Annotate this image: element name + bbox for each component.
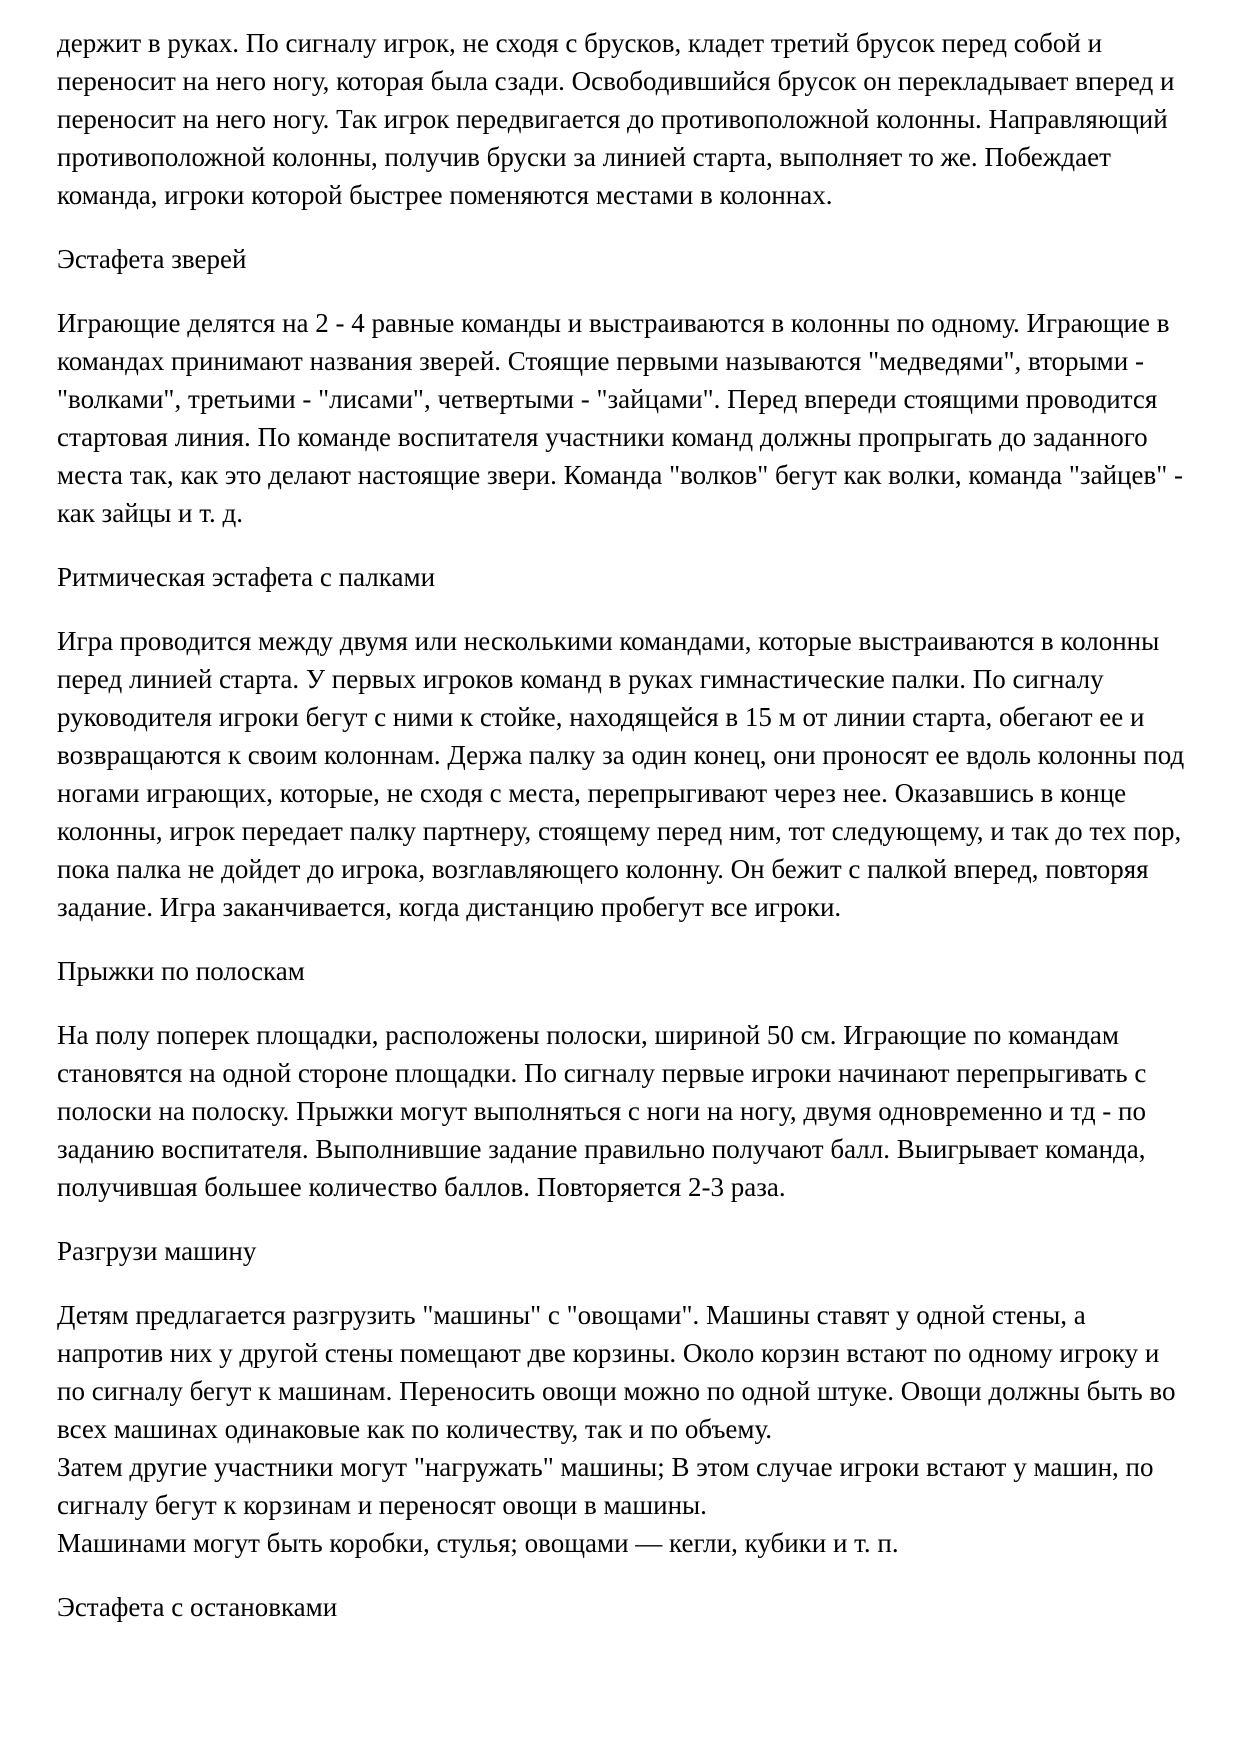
heading-strip-jumps: Прыжки по полоскам [57,956,305,986]
paragraph-rhythmic-stick-relay: Игра проводится между двумя или несколькими командами, которые выстраиваются в колонны перед линией старта. У первых игроков команд в руках гимнастические палки. По сигналу руководителя игроки бегут с ними к стойке, находящейся в 15 м от линии старта, обегают ее и возвращаются к своим колоннам. Держа палку за один конец, они проносят ее вдоль колонны под ногами играющих, которые, не сходя с места, перепрыгивают через нее. Оказавшись в конце колонны, игрок передает палку партнеру, стоящему перед ним, тот следующему, и так до тех пор, пока палка не дойдет до игрока, возглавляющего колонну. Он бежит с палкой вперед, повторяя задание. Игра заканчивается, когда дистанцию пробегут все игроки. [57,626,1185,922]
paragraph-unload-truck-line-1: Детям предлагается разгрузить "машины" с "овощами". Машины ставят у одной стены, а напротив них у другой стены помещают две корзины. Около корзин встают по одному игроку и по сигналу бегут к машинам. Переносить овощи можно по одной штуке. Овощи должны быть во всех машинах одинаковые как по количеству, так и по объему. [57,1300,1176,1444]
heading-animal-relay: Эстафета зверей [57,244,247,274]
paragraph-unload-truck-line-2: Затем другие участники могут "нагружать" машины; В этом случае игроки встают у машин, по сигналу бегут к корзинам и переносят овощи в машины. [57,1452,1154,1520]
paragraph-unload-truck-line-3: Машинами могут быть коробки, стулья; овощами — кегли, кубики и т. п. [57,1528,899,1558]
heading-relay-with-stops: Эстафета с остановками [57,1592,338,1622]
heading-rhythmic-stick-relay: Ритмическая эстафета с палками [57,562,436,592]
paragraph-strip-jumps: На полу поперек площадки, расположены полоски, шириной 50 см. Играющие по командам становятся на одной стороне площадки. По сигналу первые игроки начинают перепрыгивать с полоски на полоску. Прыжки могут выполняться с ноги на ногу, двумя одновременно и тд - по заданию воспитателя. Выполнившие задание правильно получают балл. Выигрывает команда, получившая большее количество баллов. Повторяется 2-3 раза. [57,1020,1147,1202]
paragraph-animal-relay: Играющие делятся на 2 - 4 равные команды и выстраиваются в колонны по одному. Играющие в командах принимают названия зверей. Стоящие первыми называются "медведями", вторыми - "волками", третьими - "лисами", четвертыми - "зайцами". Перед впереди стоящими проводится стартовая линия. По команде воспитателя участники команд должны пропрыгать до заданного места так, как это делают настоящие звери. Команда "волков" бегут как волки, команда "зайцев" - как зайцы и т. д. [57,308,1183,528]
paragraph-group-unload-truck [57,1296,1185,1562]
continued-paragraph: держит в руках. По сигналу игрок, не сходя с брусков, кладет третий брусок перед собой и переносит на него ногу, которая была сзади. Освободившийся брусок он перекладывает вперед и переносит на него ногу. Так игрок передвигается до противоположной колонны. Направляющий противоположной колонны, получив бруски за линией старта, выполняет то же. Побеждает команда, игроки которой быстрее поменяются местами в колоннах. [57,28,1175,210]
heading-unload-truck: Разгрузи машину [57,1236,257,1266]
